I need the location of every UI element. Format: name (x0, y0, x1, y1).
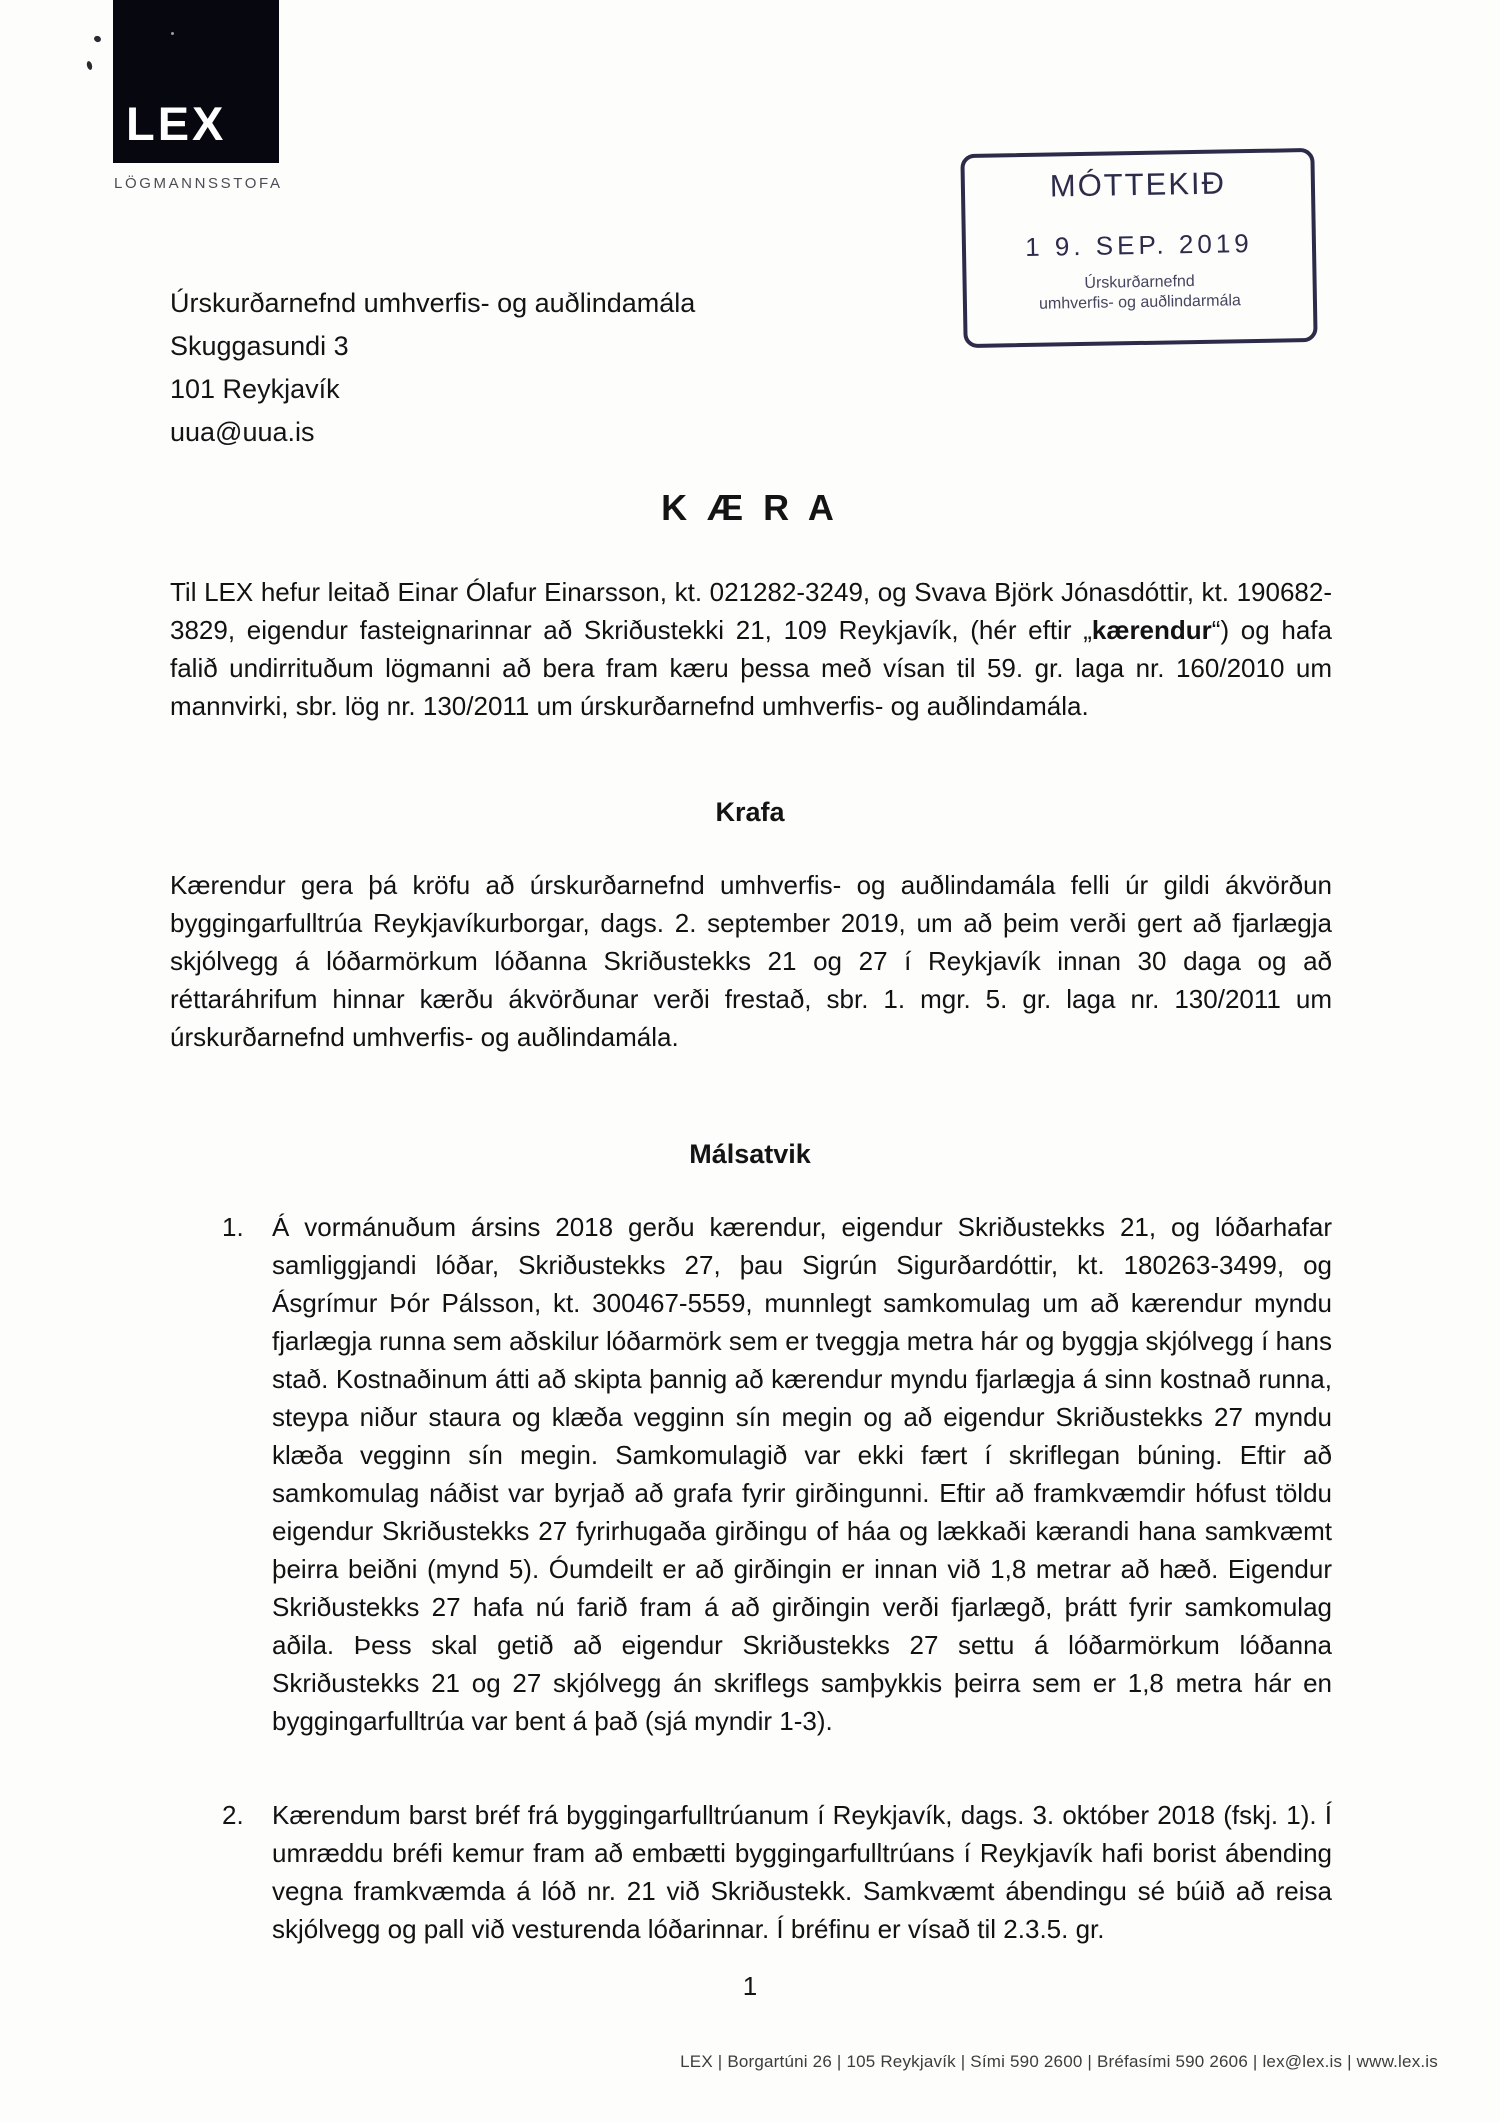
intro-text-after: “) og hafa falið undirrituðum lögmanni að bera fram kæru þessa með vísan til 59. gr. laga nr. 160/2010 um mannvirki, sbr. lög nr. 130/2011 um úrskurðarnefnd umhverfis- og auðlindamála. (170, 615, 1332, 721)
recipient-email: uua@uua.is (170, 417, 315, 447)
document-title: K Æ R A (661, 487, 839, 528)
item-2-number: 2. (222, 1800, 244, 1830)
recipient-city: 101 Reykjavík (170, 374, 340, 404)
lex-logo (113, 0, 279, 163)
item-1-text: Á vormánuðum ársins 2018 gerðu kærendur, eigendur Skriðustekks 21, og lóðarhafar samliggjandi lóðar, Skriðustekks 27, þau Sigrún Sigurðardóttir, kt. 180263-3499, og Ásgrímur Þór Pálsson, kt. 300467-5559, munnlegt samkomulag um að kærendur myndu fjarlægja runna sem aðskilur lóðarmörk sem er tveggja metra hár og byggja skjólvegg í hans stað. Kostnaðinum átti að skipta þannig að kærendur myndu fjarlægja á sinn kostnað runna, steypa niður staura og klæða vegginn sín megin og að eigendur Skriðustekks 27 myndu klæða vegginn sín megin. Samkomulagið var ekki fært í skriflegan búning. Eftir að samkomulag náðist var byrjað að grafa fyrir girðingunni. Eftir að framkvæmdir hófust töldu eigendur Skriðustekks 27 fyrirhugaða girðingu of háa og lækkaði kærandi hana samkvæmt þeirra beiðni (mynd 5). Óumdeilt er að girðingin er innan við 1,8 metrar að hæð. Eigendur Skriðustekks 27 hafa nú farið fram á að girðingin verði fjarlægð, þrátt fyrir samkomulag aðila. Þess skal getið að eigendur Skriðustekks 27 settu á lóðarmörkum lóðanna Skriðustekks 21 og 27 skjólvegg án skriflegs samþykkis þeirra sem er 1,8 metra hár en byggingarfulltrúa var bent á það (sjá myndir 1-3). (272, 1212, 1332, 1736)
received-stamp (960, 148, 1317, 348)
logo-dot (171, 32, 174, 35)
intro-text-before: Til LEX hefur leitað Einar Ólafur Einarsson, kt. 021282-3249, og Svava Björk Jónasdóttir, kt. 190682-3829, eigendur fasteignarinnar að Skriðustekki 21, 109 Reykjavík, (hér eftir „ (170, 577, 1332, 645)
stamp-org-line1: Úrskurðarnefnd (1084, 273, 1195, 292)
item-1-number: 1. (222, 1212, 244, 1242)
recipient-street: Skuggasundi 3 (170, 331, 349, 361)
malsatvik-item-2 (222, 1796, 1332, 1948)
stamp-title: MÓTTEKIÐ (1049, 165, 1227, 204)
footer-contact-line: LEX | Borgartúni 26 | 105 Reykjavík | Sími 590 2600 | Bréfasími 590 2606 | lex@lex.is | www.lex.is (680, 2052, 1438, 2071)
scan-speck (86, 61, 93, 71)
intro-bold-term: kærendur (1091, 615, 1212, 645)
lex-logo-text: LEX (126, 97, 227, 150)
krafa-section-heading: Krafa (715, 797, 785, 827)
recipient-name: Úrskurðarnefnd umhverfis- og auðlindamála (170, 288, 696, 318)
intro-paragraph (170, 573, 1332, 725)
page-number: 1 (742, 1971, 758, 2001)
malsatvik-section-heading: Málsatvik (689, 1139, 811, 1169)
item-2-text: Kærendum barst bréf frá byggingarfulltrúanum í Reykjavík, dags. 3. október 2018 (fskj. 1). Í umræddu bréfi kemur fram að embætti byggingarfulltrúans í Reykjavík hafi borist ábending vegna framkvæmda á lóð nr. 21 við Skriðustekk. Samkvæmt ábendingu sé búið að reisa skjólvegg og pall við vesturenda lóðarinnar. Í bréfinu er vísað til 2.3.5. gr. (272, 1800, 1332, 1944)
malsatvik-item-1 (222, 1208, 1332, 1740)
krafa-paragraph: Kærendur gera þá kröfu að úrskurðarnefnd umhverfis- og auðlindamála felli úr gildi ákvörðun byggingarfulltrúa Reykjavíkurborgar, dags. 2. september 2019, um að þeim verði gert að fjarlægja skjólvegg á lóðarmörkum lóðanna Skriðustekks 21 og 27 í Reykjavík innan 30 daga og að réttaráhrifum hinnar kærðu ákvörðunar verði frestað, sbr. 1. mgr. 5. gr. laga nr. 130/2011 um úrskurðarnefnd umhverfis- og auðlindamála. (170, 870, 1332, 1052)
stamp-org-line2: umhverfis- og auðlindarmála (1038, 292, 1242, 313)
stamp-date: 1 9. SEP. 2019 (1024, 228, 1253, 262)
lex-logo-subtitle: LÖGMANNSSTOFA (114, 175, 283, 192)
scan-speck (93, 35, 102, 43)
recipient-address-block (170, 282, 695, 454)
stamp-organization (966, 270, 1313, 316)
